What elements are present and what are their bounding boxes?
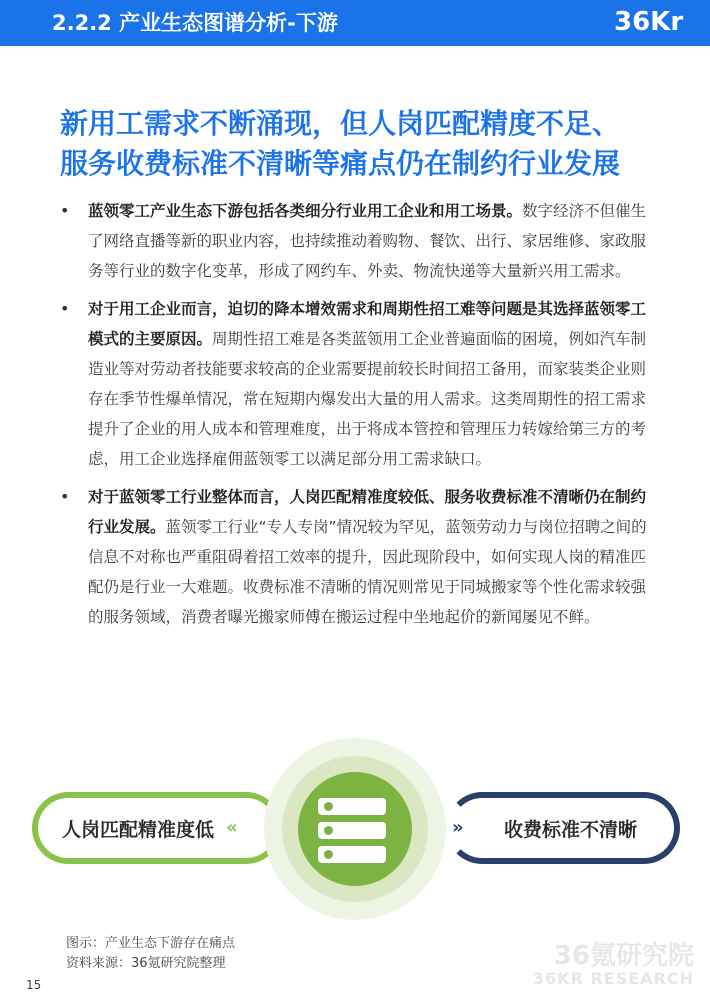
- server-row: [318, 798, 386, 815]
- figure-title: 图示：产业生态下游存在痛点: [66, 936, 236, 951]
- bullet-lead: 蓝领零工产业生态下游包括各类细分行业用工企业和用工场景。: [88, 202, 523, 220]
- right-pain-point-label: 收费标准不清晰: [504, 818, 638, 841]
- left-pain-point-label: 人岗匹配精准度低: [62, 818, 215, 841]
- bullet-body: 周期性招工难是各类蓝领用工企业普遍面临的困境，例如汽车制造业等对劳动者技能要求较高的企业需要提前较长时间招工备用，而家装类企业则存在季节性爆单情况，常在短期内爆发出大量的用人需求。这类周期性的招工需求提升了企业的用人成本和管理难度，出于将成本管控和管理压力转嫁给第三方的考虑，用工企业选择雇佣蓝领零工以满足部分用工需求缺口。: [88, 330, 647, 468]
- bullet-marker: •: [60, 201, 70, 220]
- bullet-list: [60, 196, 660, 640]
- watermark-cn: 36氪研究院: [553, 941, 694, 971]
- headline: [60, 104, 680, 184]
- page-number: 15: [26, 978, 42, 992]
- watermark: [533, 942, 694, 988]
- bullet-body: 数字经济不但催生了网络直播等新的职业内容，也持续推动着购物、餐饮、出行、家居维修、家政服务等行业的数字化变革，形成了网约车、外卖、物流快递等大量新兴用工需求。: [88, 202, 647, 280]
- bullet-item: [60, 482, 660, 632]
- bullet-item: [60, 294, 660, 474]
- figure-source: 资料来源：36氪研究院整理: [66, 956, 226, 971]
- left-arrow-icon: «: [226, 817, 238, 838]
- 36kr-logo: [600, 0, 700, 46]
- headline-line-2: 服务收费标准不清晰等痛点仍在制约行业发展: [60, 147, 621, 180]
- figure-caption: [66, 934, 235, 974]
- bullet-lead: 对于用工企业而言，迫切的降本增效需求和周期性招工难等问题是其选择蓝领零工模式的主要原因。: [88, 300, 647, 348]
- right-arrow-icon: »: [452, 817, 464, 838]
- bullet-item: [60, 196, 660, 286]
- bullet-lead: 对于蓝领零工行业整体而言，人岗匹配精准度较低、服务收费标准不清晰仍在制约行业发展。: [88, 488, 647, 536]
- bullet-marker: •: [60, 487, 70, 506]
- left-pain-point-pill: [32, 792, 282, 864]
- bullet-body: 蓝领零工行业“专人专岗”情况较为罕见，蓝领劳动力与岗位招聘之间的信息不对称也严重阻碍着招工效率的提升，因此现阶段中，如何实现人岗的精准匹配仍是行业一大难题。收费标准不清晰的情况则常见于同城搬家等个性化需求较强的服务领域，消费者曝光搬家师傅在搬运过程中坐地起价的新闻屡见不鲜。: [88, 518, 647, 626]
- header-bar: [0, 0, 710, 46]
- bullet-marker: •: [60, 299, 70, 318]
- watermark-en: 36KR RESEARCH: [532, 969, 694, 988]
- right-pain-point-pill: [446, 792, 680, 864]
- server-row: [318, 822, 386, 839]
- pain-point-diagram: [0, 736, 710, 926]
- server-row: [318, 846, 386, 863]
- svg-text:36Kr: 36Kr: [614, 7, 684, 37]
- section-title: 2.2.2 产业生态图谱分析-下游: [52, 11, 338, 35]
- headline-line-1: 新用工需求不断涌现，但人岗匹配精度不足、: [60, 107, 621, 140]
